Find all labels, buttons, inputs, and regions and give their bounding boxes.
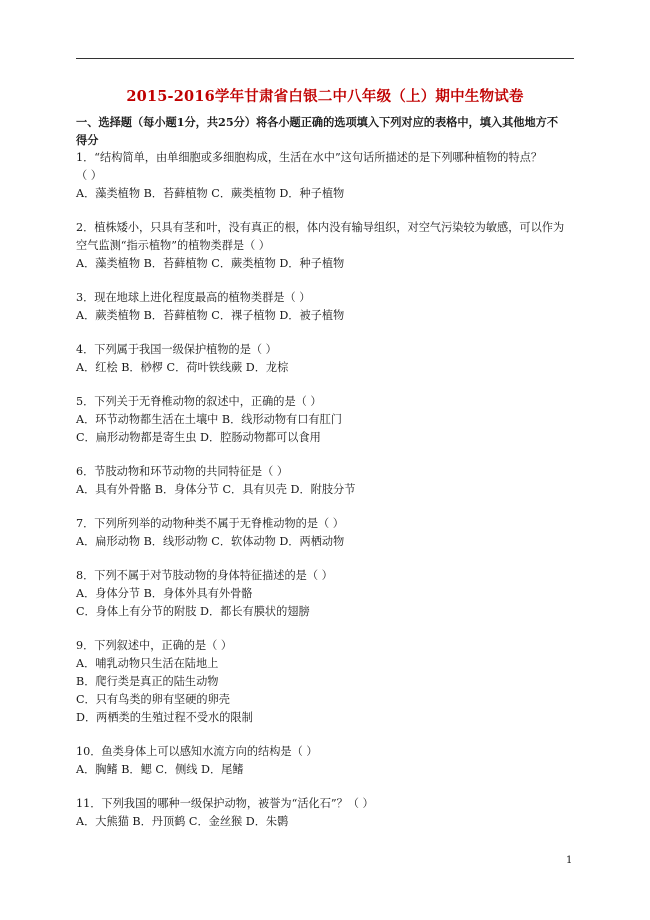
question-line: （ ） bbox=[76, 169, 102, 182]
question-line: 空气监测“指示植物”的植物类群是（ ） bbox=[76, 239, 270, 252]
answer-options: A．红桧 B．桫椤 C．荷叶铁线蕨 D．龙棕 bbox=[76, 361, 289, 374]
question-3 bbox=[76, 289, 576, 325]
page-title: 2015-2016学年甘肃省白银二中八年级（上）期中生物试卷 bbox=[126, 88, 524, 105]
answer-options: A．哺乳动物只生活在陆地上 bbox=[76, 657, 219, 670]
question-line: 1．“结构简单，由单细胞或多细胞构成，生活在水中”这句话所描述的是下列哪种植物的特点？ bbox=[76, 151, 543, 164]
answer-options: A．胸鳍 B．鳃 C．侧线 D．尾鳍 bbox=[76, 763, 244, 776]
answer-options: A．蕨类植物 B．苔藓植物 C．裸子植物 D．被子植物 bbox=[76, 309, 345, 322]
question-line: 4．下列属于我国一级保护植物的是（ ） bbox=[76, 343, 277, 356]
answer-options: A．大熊猫 B．丹顶鹤 C．金丝猴 D．朱鹮 bbox=[76, 815, 289, 828]
question-1 bbox=[76, 149, 576, 203]
answer-options: A．环节动物都生活在土壤中 B．线形动物有口有肛门 bbox=[76, 413, 342, 426]
question-line: 6．节肢动物和环节动物的共同特征是（ ） bbox=[76, 465, 289, 478]
question-line: 7．下列所列举的动物种类不属于无脊椎动物的是（ ） bbox=[76, 517, 344, 530]
question-line: 3．现在地球上进化程度最高的植物类群是（ ） bbox=[76, 291, 311, 304]
answer-options: A．藻类植物 B．苔藓植物 C．蕨类植物 D．种子植物 bbox=[76, 257, 345, 270]
answer-options: A．身体分节 B．身体外具有外骨骼 bbox=[76, 587, 253, 600]
section-heading-line: 得分 bbox=[76, 133, 99, 147]
answer-options: C．扁形动物都是寄生虫 D．腔肠动物都可以食用 bbox=[76, 431, 321, 444]
answer-options: A．藻类植物 B．苔藓植物 C．蕨类植物 D．种子植物 bbox=[76, 187, 345, 200]
question-line: 5．下列关于无脊椎动物的叙述中，正确的是（ ） bbox=[76, 395, 322, 408]
question-6 bbox=[76, 463, 576, 499]
section-heading bbox=[76, 113, 576, 149]
answer-options: C．身体上有分节的附肢 D．都长有膜状的翅膀 bbox=[76, 605, 310, 618]
question-line: 2．植株矮小，只具有茎和叶，没有真正的根，体内没有输导组织，对空气污染较为敏感，可以作为 bbox=[76, 221, 565, 234]
section-heading-line: 一、选择题（每小题1分，共25分）将各小题正确的选项填入下列对应的表格中，填入其他地方不 bbox=[76, 115, 559, 129]
answer-options: B．爬行类是真正的陆生动物 bbox=[76, 675, 219, 688]
answer-options: A．扁形动物 B．线形动物 C．软体动物 D．两栖动物 bbox=[76, 535, 345, 548]
question-line: 11．下列我国的哪种一级保护动物，被誉为“活化石”？（ ） bbox=[76, 797, 374, 810]
question-11 bbox=[76, 795, 576, 831]
question-4 bbox=[76, 341, 576, 377]
question-line: 8．下列不属于对节肢动物的身体特征描述的是（ ） bbox=[76, 569, 333, 582]
answer-options: C．只有鸟类的卵有坚硬的卵壳 bbox=[76, 693, 230, 706]
question-line: 10．鱼类身体上可以感知水流方向的结构是（ ） bbox=[76, 745, 318, 758]
header-rule bbox=[76, 58, 574, 59]
question-7 bbox=[76, 515, 576, 551]
question-9 bbox=[76, 637, 576, 727]
question-5 bbox=[76, 393, 576, 447]
question-line: 9．下列叙述中，正确的是（ ） bbox=[76, 639, 233, 652]
question-10 bbox=[76, 743, 576, 779]
page-number: 1 bbox=[566, 855, 573, 866]
answer-options: D．两栖类的生殖过程不受水的限制 bbox=[76, 711, 253, 724]
exam-content bbox=[76, 113, 576, 831]
question-8 bbox=[76, 567, 576, 621]
question-2 bbox=[76, 219, 576, 273]
answer-options: A．具有外骨骼 B．身体分节 C．具有贝壳 D．附肢分节 bbox=[76, 483, 356, 496]
